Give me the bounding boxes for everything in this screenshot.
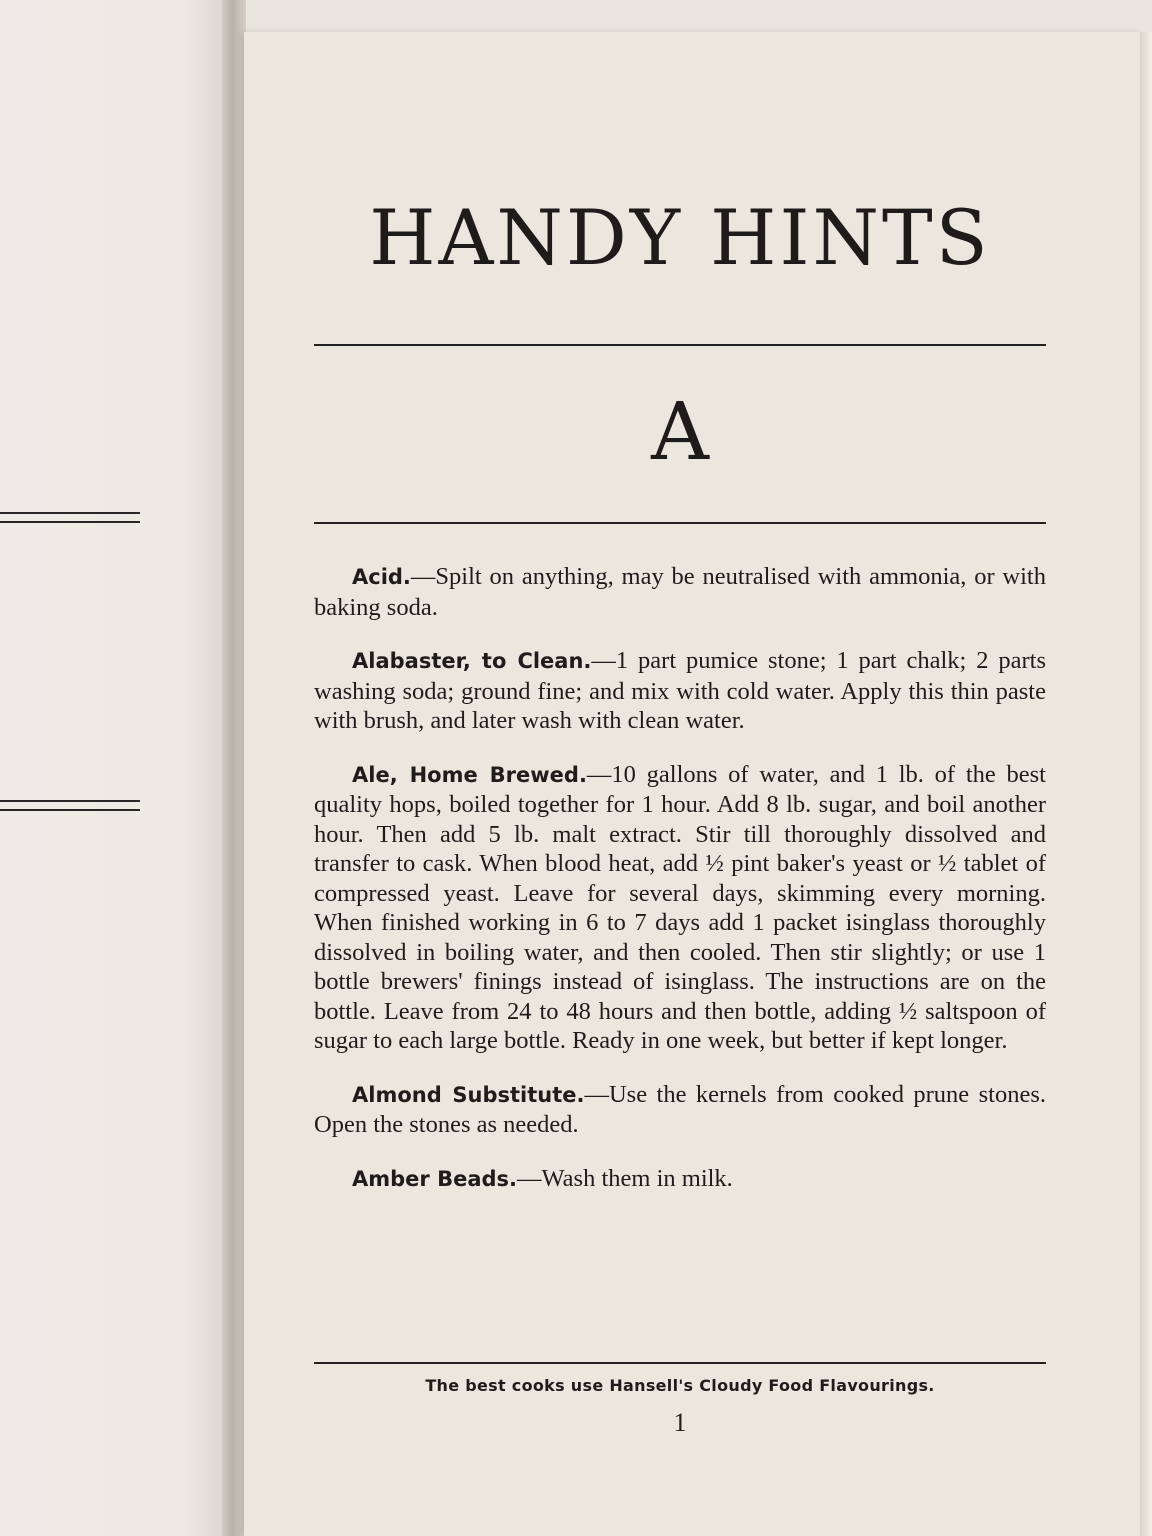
left-double-rule-top xyxy=(0,512,140,524)
title-rule xyxy=(314,344,1046,346)
hint-entry xyxy=(314,562,1046,622)
footer-rule xyxy=(314,1362,1046,1364)
hint-text: —1 part pumice stone; 1 part chalk; 2 parts washing soda; ground fine; and mix with cold water. Apply this thin paste with brush, and later wash with clean water. xyxy=(314,647,1046,734)
page-title: HANDY HINTS xyxy=(369,193,991,282)
hint-entry xyxy=(314,646,1046,736)
hint-text: —10 gallons of water, and 1 lb. of the best quality hops, boiled together for 1 hour. Add 8 lb. sugar, and boil another hour. Then add 5 lb. malt extract. Stir till thoroughly dissolved and transfer to cask. When blood heat, add ½ pint baker's yeast or ½ tablet of compressed yeast. Leave for several days, skimming every morning. When finished working in 6 to 7 days add 1 packet isinglass thoroughly dissolved in boiling water, and then cooled. Then stir slightly; or use 1 bottle brewers' finings instead of isinglass. The instructions are on the bottle. Leave from 24 to 48 hours and then bottle, adding ½ saltspoon of sugar to each large bottle. Ready in one week, but better if kept longer. xyxy=(314,760,1046,1054)
left-double-rule-bottom xyxy=(0,800,140,812)
hint-term: Acid. xyxy=(352,565,411,589)
hint-entry xyxy=(314,1164,1046,1195)
hint-text: —Wash them in milk. xyxy=(517,1164,733,1192)
hint-entry xyxy=(314,1080,1046,1140)
page-number: 1 xyxy=(673,1408,687,1437)
section-rule xyxy=(314,522,1046,524)
hint-term: Alabaster, to Clean. xyxy=(352,649,592,673)
hint-term: Ale, Home Brewed. xyxy=(352,762,587,787)
left-facing-page xyxy=(0,0,232,1536)
footer-advert: The best cooks use Hansell's Cloudy Food Flavourings. xyxy=(425,1376,935,1395)
hint-entries xyxy=(314,562,1046,1218)
hint-text: —Use the kernels from cooked prune stones. Open the stones as needed. xyxy=(314,1080,1047,1138)
book-gutter xyxy=(222,0,246,1536)
section-letter: A xyxy=(651,385,709,478)
hint-term: Amber Beads. xyxy=(352,1166,518,1191)
hint-term: Almond Substitute. xyxy=(352,1082,585,1107)
page-edge xyxy=(1140,32,1152,1536)
hint-entry xyxy=(314,760,1046,1056)
hint-text: —Spilt on anything, may be neutralised with ammonia, or with baking soda. xyxy=(314,563,1046,621)
